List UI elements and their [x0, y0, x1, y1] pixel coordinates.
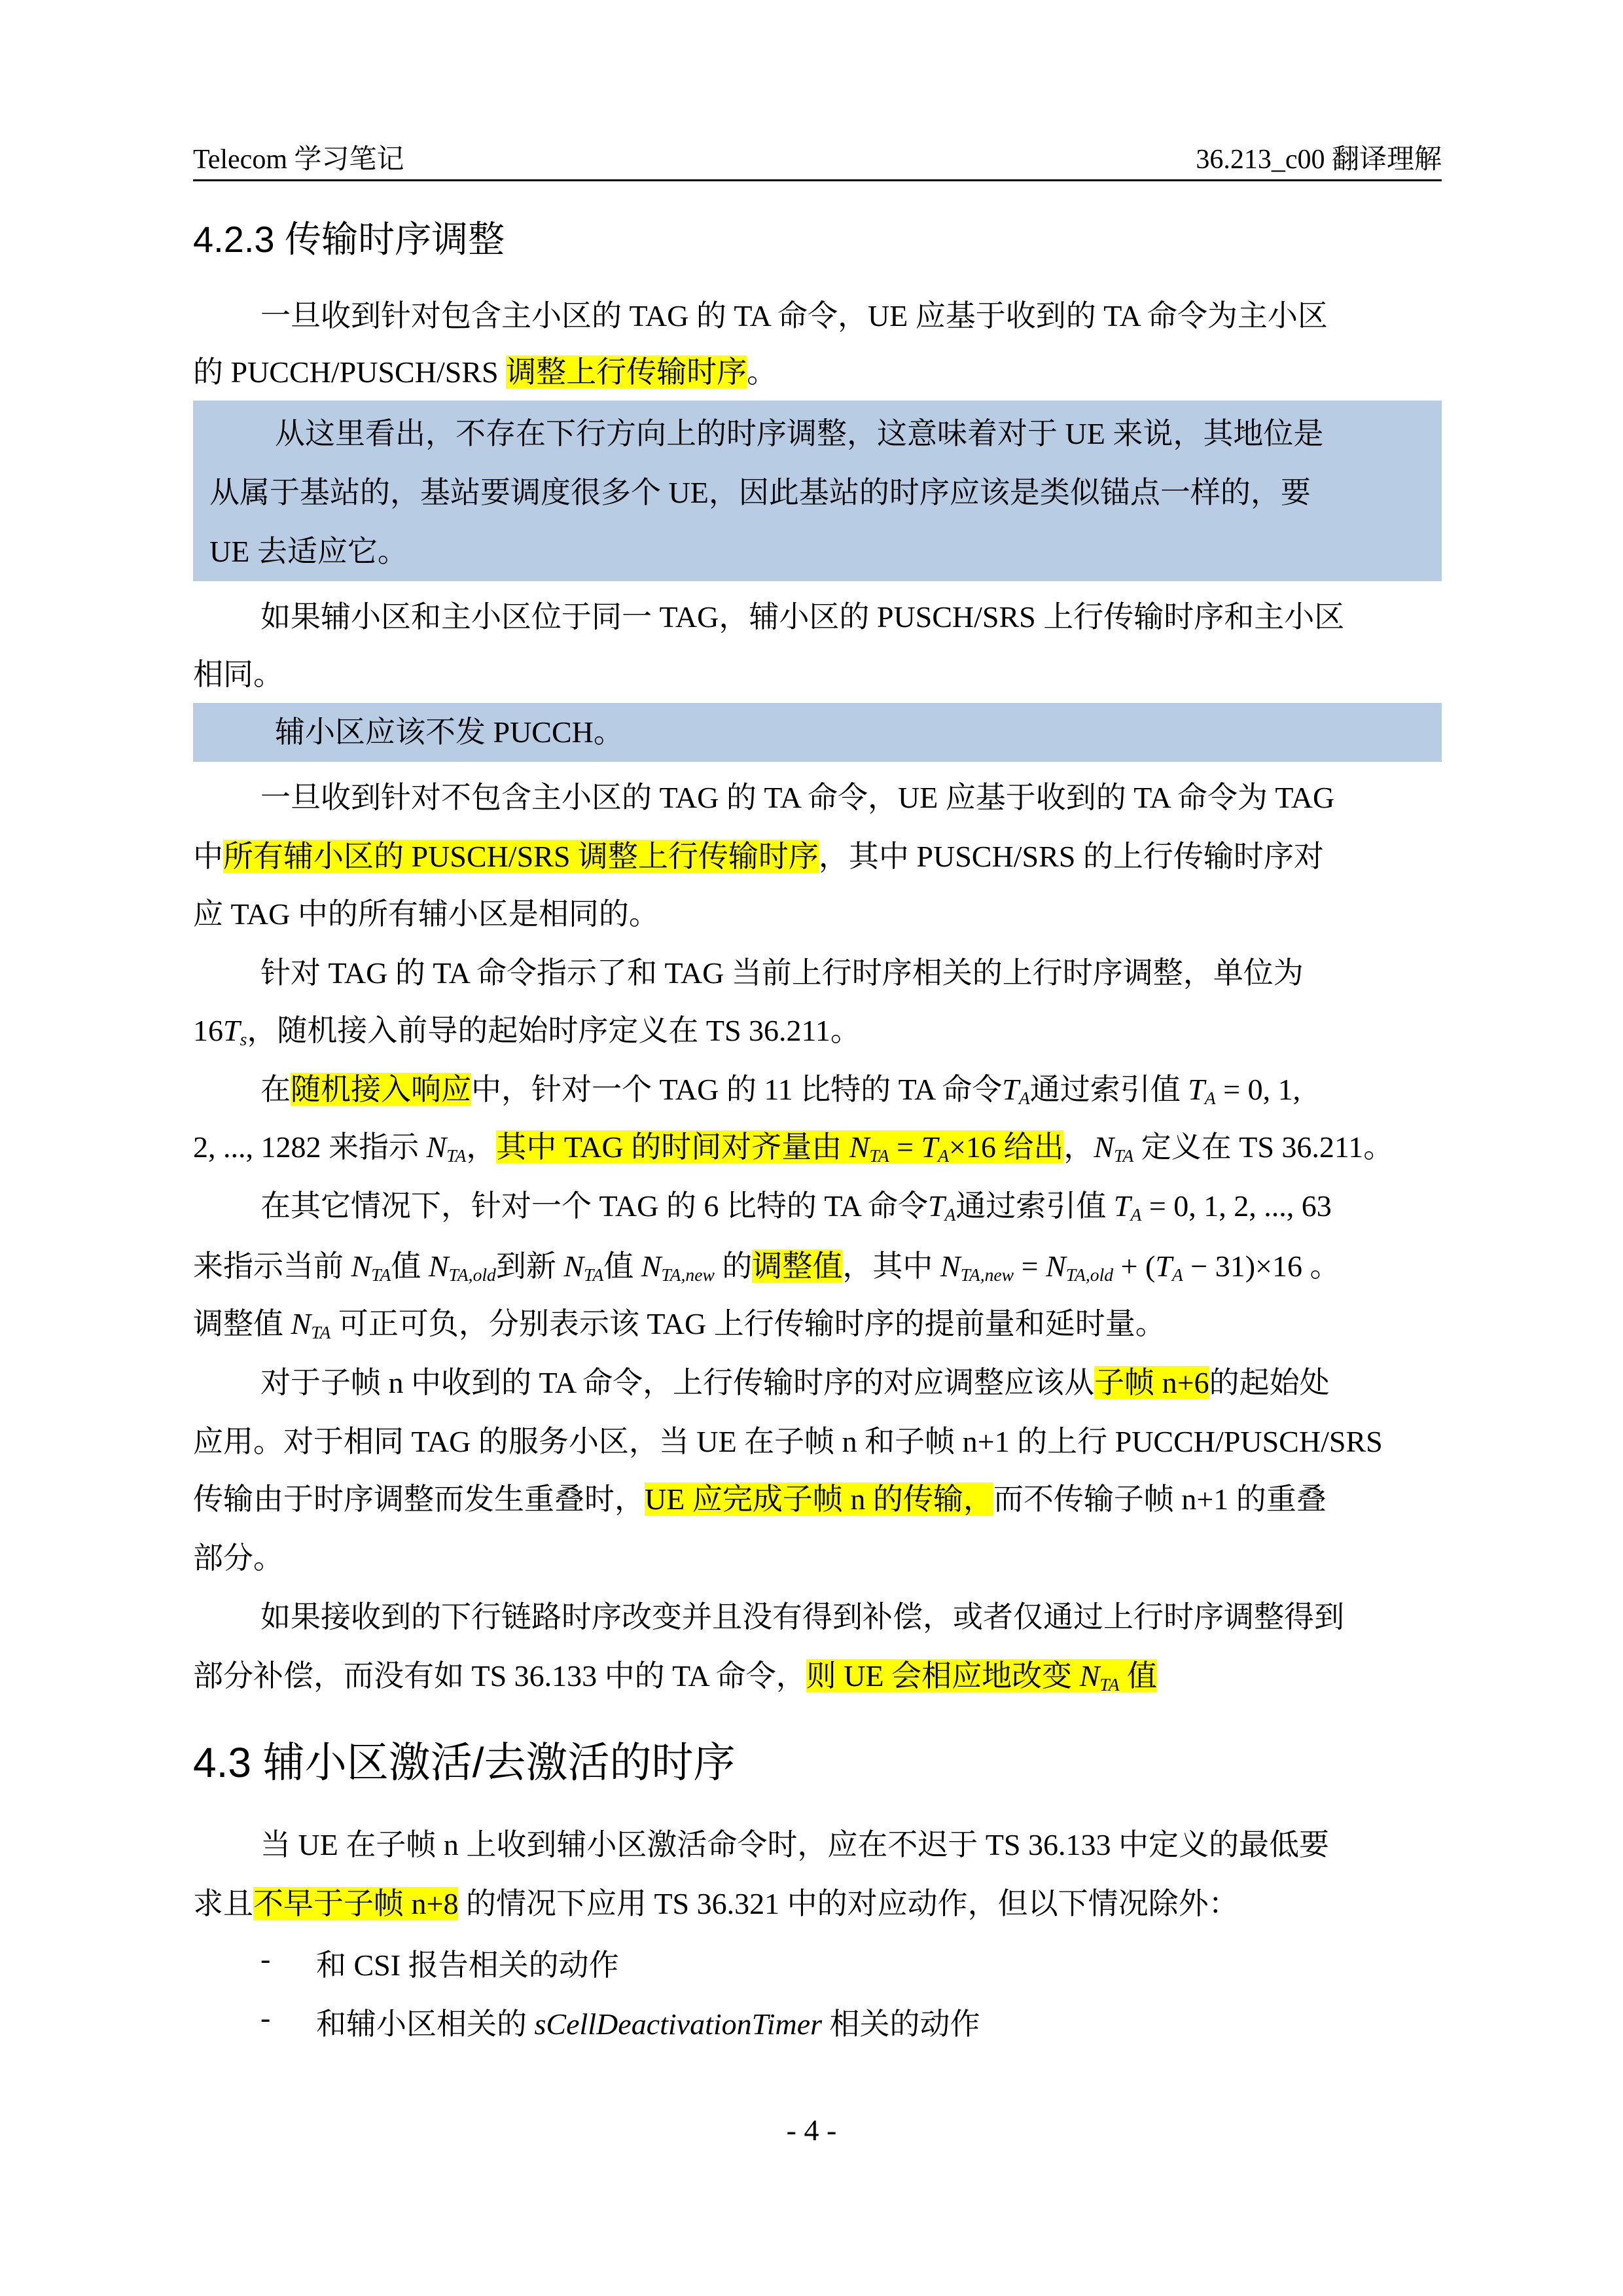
math-symbol: N	[641, 1249, 662, 1283]
text: 。	[747, 355, 777, 389]
math-symbol: T	[1002, 1073, 1019, 1106]
math-symbol: N	[351, 1249, 372, 1283]
text: 的情况下应用 TS 36.321 中的对应动作，但以下情况除外：	[458, 1887, 1239, 1920]
math-subscript: A	[1018, 1087, 1030, 1108]
text: 的 PUCCH/PUSCH/SRS	[193, 355, 507, 389]
text: 通过索引值	[955, 1189, 1114, 1223]
math-subscript: TA,new	[661, 1264, 715, 1285]
paragraph-line	[260, 1186, 1442, 1227]
paragraph-line	[260, 778, 1442, 818]
text: 来指示当前	[193, 1249, 351, 1283]
paragraph-line	[193, 1127, 1442, 1168]
text: 求且	[193, 1887, 253, 1920]
text: 中	[193, 840, 223, 873]
math-subscript: TA,old	[448, 1264, 496, 1285]
note-line: 从这里看出，不存在下行方向上的时序调整，这意味着对于 UE 来说，其地位是	[275, 417, 1324, 450]
math-symbol: T	[1155, 1249, 1172, 1283]
paragraph-line	[260, 1597, 1442, 1638]
text: 值	[1119, 1659, 1157, 1693]
highlight	[496, 1130, 1063, 1164]
text: 当 UE 在子帧 n 上收到辅小区激活命令时，应在不迟于 TS 36.133 中定义的最低要	[260, 1828, 1329, 1861]
paragraph-line	[193, 1246, 1442, 1287]
text: 中，针对一个 TAG 的 11 比特的 TA 命令	[471, 1073, 1003, 1106]
text: 而不传输子帧 n+1 的重叠	[993, 1482, 1327, 1516]
math-subscript: TA	[869, 1145, 889, 1166]
list-item-text	[316, 2000, 980, 2043]
math-subscript: TA	[1114, 1145, 1134, 1166]
text: 如果辅小区和主小区位于同一 TAG，辅小区的 PUSCH/SRS 上行传输时序和主小区	[260, 600, 1345, 634]
text: 在其它情况下，针对一个 TAG 的 6 比特的 TA 命令	[260, 1189, 928, 1223]
text: 和 CSI 报告相关的动作	[316, 1948, 619, 1982]
paragraph-line	[260, 1825, 1442, 1865]
math-symbol: T	[927, 1189, 945, 1223]
text: 的起始处	[1209, 1366, 1330, 1399]
paragraph-line	[193, 1304, 1442, 1344]
text: 定义在 TS 36.211。	[1133, 1130, 1394, 1164]
text: = 0, 1,	[1215, 1073, 1301, 1106]
text: 其中 TAG 的时间对齐量由	[496, 1130, 849, 1164]
paragraph-line	[193, 1479, 1442, 1520]
text: 应用。对于相同 TAG 的服务小区，当 UE 在子帧 n 和子帧 n+1 的上行 PUCCH/PUSCH/SRS	[193, 1425, 1383, 1458]
math-symbol: N	[1094, 1130, 1115, 1164]
text: 值	[391, 1249, 429, 1283]
math-subscript: TA	[584, 1264, 604, 1285]
text: 则 UE 会相应地改变	[806, 1659, 1080, 1693]
text: 在	[260, 1073, 291, 1106]
math-symbol: N	[1079, 1659, 1100, 1693]
text: + (	[1113, 1249, 1156, 1283]
math-symbol: N	[426, 1130, 447, 1164]
italic-term: sCellDeactivationTimer	[534, 2007, 823, 2041]
text: 应 TAG 中的所有辅小区是相同的。	[193, 897, 659, 931]
text: 针对 TAG 的 TA 命令指示了和 TAG 当前上行时序相关的上行时序调整，单位为	[260, 956, 1304, 990]
text: ，其中	[842, 1249, 940, 1283]
section-heading-4-2-3: 4.2.3 传输时序调整	[193, 219, 505, 260]
text: ，随机接入前导的起始时序定义在 TS 36.211。	[247, 1014, 861, 1047]
text: 相关的动作	[822, 2007, 980, 2041]
paragraph-line	[260, 1363, 1442, 1403]
note-box	[193, 401, 1442, 581]
text: ，	[1063, 1130, 1094, 1164]
math-symbol: T	[223, 1014, 240, 1047]
paragraph-line	[193, 1422, 1442, 1462]
dash-marker: -	[260, 2001, 271, 2034]
text: 通过索引值	[1029, 1073, 1188, 1106]
header-right: 36.213_c00 翻译理解	[1196, 145, 1442, 175]
text: =	[889, 1130, 921, 1164]
highlight	[806, 1659, 1157, 1693]
text: 调整值	[193, 1307, 291, 1340]
text: ，	[466, 1130, 497, 1164]
note-line: 从属于基站的，基站要调度很多个 UE，因此基站的时序应该是类似锚点一样的，要	[209, 476, 1311, 509]
text: 一旦收到针对包含主小区的 TAG 的 TA 命令，UE 应基于收到的 TA 命令为主小区	[260, 299, 1328, 332]
text: 一旦收到针对不包含主小区的 TAG 的 TA 命令，UE 应基于收到的 TA 命令为 TAG	[260, 781, 1335, 814]
highlight: 随机接入响应	[291, 1073, 471, 1106]
text: 部分补偿，而没有如 TS 36.133 中的 TA 命令，	[193, 1659, 806, 1693]
math-subscript: TA	[371, 1264, 391, 1285]
highlight: 不早于子帧 n+8	[253, 1887, 459, 1920]
paragraph-line	[260, 597, 1442, 637]
math-symbol: N	[849, 1130, 870, 1164]
math-subscript: TA	[1099, 1674, 1120, 1695]
header-left: Telecom 学习笔记	[193, 145, 404, 175]
paragraph-line	[260, 296, 1442, 336]
dash-marker: -	[260, 1942, 271, 1975]
text: 部分。	[193, 1541, 283, 1575]
math-subscript: A	[1171, 1264, 1183, 1285]
paragraph-line	[193, 1884, 1442, 1924]
math-symbol: N	[291, 1307, 312, 1340]
page-header	[193, 131, 1442, 179]
highlight: UE 应完成子帧 n 的传输，	[645, 1482, 993, 1516]
math-subscript: TA,old	[1065, 1264, 1114, 1285]
list-item-text	[316, 1941, 619, 1984]
text: 相同。	[193, 658, 283, 691]
text: ，其中 PUSCH/SRS 的上行传输时序对	[818, 840, 1324, 873]
text: ×16 给出	[948, 1130, 1064, 1164]
page-number: - 4 -	[786, 2113, 837, 2147]
paragraph-line	[193, 1538, 1442, 1579]
math-subscript: TA,new	[960, 1264, 1014, 1285]
paragraph-line	[193, 894, 1442, 935]
note-box	[193, 703, 1442, 762]
math-subscript: A	[1130, 1204, 1142, 1225]
math-symbol: N	[940, 1249, 961, 1283]
math-subscript: A	[1204, 1087, 1216, 1108]
highlight: 子帧 n+6	[1094, 1366, 1209, 1399]
text: 可正可负，分别表示该 TAG 上行传输时序的提前量和延时量。	[330, 1307, 1166, 1340]
text: 如果接收到的下行链路时序改变并且没有得到补偿，或者仅通过上行时序调整得到	[260, 1600, 1344, 1634]
math-subscript: A	[944, 1204, 956, 1225]
paragraph-line	[193, 352, 1442, 393]
paragraph-line	[193, 655, 1442, 695]
math-subscript: A	[938, 1145, 949, 1166]
section-heading-4-3: 4.3 辅小区激活/去激活的时序	[193, 1739, 736, 1786]
text: 的	[714, 1249, 753, 1283]
math-symbol: T	[921, 1130, 938, 1164]
math-symbol: T	[1113, 1189, 1131, 1223]
math-symbol: N	[563, 1249, 584, 1283]
text: 值	[603, 1249, 641, 1283]
note-line: 辅小区应该不发 PUCCH。	[275, 715, 624, 749]
math-subscript: TA	[446, 1145, 467, 1166]
highlight: 调整值	[752, 1249, 843, 1283]
paragraph-line	[193, 1011, 1442, 1051]
note-line: UE 去适应它。	[209, 535, 408, 568]
text: 对于子帧 n 中收到的 TA 命令，上行传输时序的对应调整应该从	[260, 1366, 1095, 1399]
math-symbol: N	[428, 1249, 449, 1283]
math-subscript: s	[240, 1028, 247, 1049]
paragraph-line	[260, 953, 1442, 994]
text: 传输由于时序调整而发生重叠时，	[193, 1482, 645, 1516]
highlight: 所有辅小区的 PUSCH/SRS 调整上行传输时序	[223, 840, 819, 873]
text: 16	[193, 1014, 223, 1047]
text: = 0, 1, 2, ..., 63	[1141, 1189, 1332, 1223]
text: 和辅小区相关的	[316, 2007, 535, 2041]
header-rule	[193, 179, 1442, 181]
paragraph-line	[193, 1656, 1442, 1696]
math-subscript: TA	[311, 1321, 331, 1342]
text: − 31)×16 。	[1183, 1249, 1340, 1283]
text: 到新	[495, 1249, 564, 1283]
paragraph-line	[193, 836, 1442, 877]
text: 2, ..., 1282 来指示	[193, 1130, 427, 1164]
paragraph-line	[260, 1069, 1442, 1110]
text: =	[1014, 1249, 1046, 1283]
math-symbol: T	[1188, 1073, 1205, 1106]
math-symbol: N	[1046, 1249, 1066, 1283]
highlight: 调整上行传输时序	[506, 355, 747, 389]
